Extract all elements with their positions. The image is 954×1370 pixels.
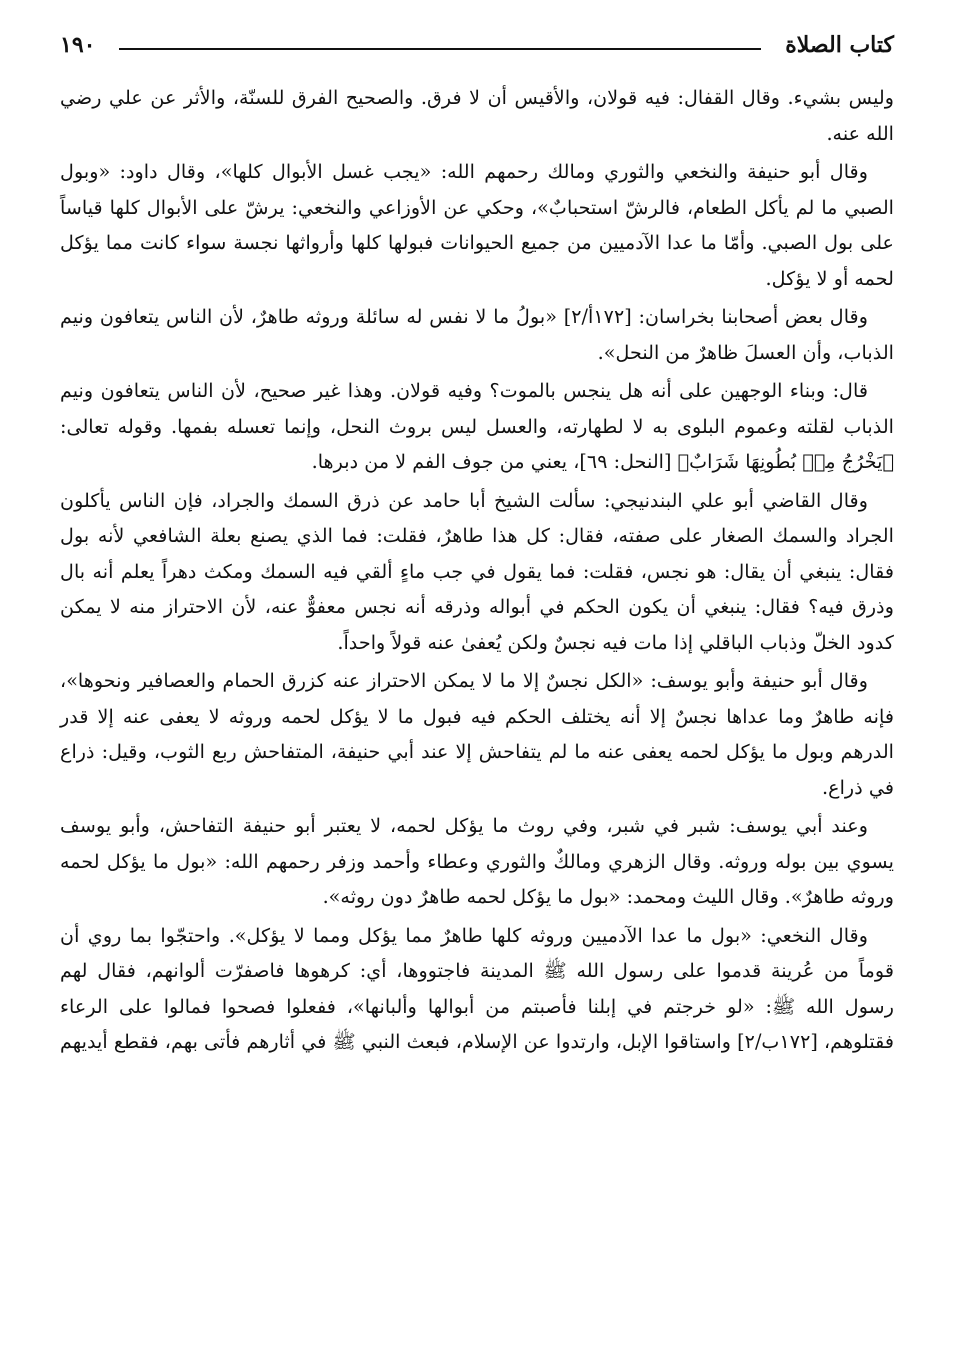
- paragraph: وعند أبي يوسف: شبر في شبر، وفي روث ما يؤكل لحمه، لا يعتبر أبو حنيفة التفاحش، وأبو يوسف يسوي بين بوله وروثه. وقال الزهري ومالكٌ والثوري وعطاء وأحمد وزفر رحمهم الله: «بول ما يؤكل لحمه وروثه طاهرٌ». وقال الليث ومحمد: «بول ما يؤكل لحمه طاهرٌ دون روثه».: [60, 814, 894, 908]
- header-rule: [119, 48, 761, 50]
- paragraph: وقال بعض أصحابنا بخراسان: [١٧٢أ/٢] «بولُ ما لا نفس له سائلة وروثه طاهرٌ، لأن الناس يتعافون ونيم الذباب، وأن العسلَ ظاهرٌ من النحل».: [60, 305, 894, 364]
- paragraph: وقال النخعي: «بول ما عدا الآدميين وروثه كلها طاهرٌ مما يؤكل ومما لا يؤكل». واحتجّوا بما روي أن قوماً من عُرينة قدموا على رسول الله ﷺ المدينة فاجتووها، أي: كرهوها فاصفرّت ألوانهم، فقال لهم رسول الله ﷺ: «لو خرجتم في إبلنا فأصبتم من أبوالها وألبانها»، ففعلوا فصحوا فمالوا على الرعاء فقتلوهم، [١٧٢ب/٢] واستاقوا الإبل، وارتدوا عن الإسلام، فبعث النبي ﷺ في أثارهم فأتى بهم، فقطع أيديهم: [60, 923, 894, 1053]
- paragraph: وقال القاضي أبو علي البندنيجي: سألت الشيخ أبا حامد عن ذرق السمك والجراد، فإن الناس يأكلون الجراد والسمك الصغار على صفته، فقال: كل هذا طاهرٌ، فقلت: فما الذي يصنع بعلة الشافعي لأنه بول فقال: ينبغي أن يقال: هو نجس، فقلت: فما يقول في جب ماءٍ ألقي فيه السمك ومكث دهراً يعلم أنه بال وذرق فيه؟ فقال: ينبغي أن يكون الحكم في أبواله وذرقه أنه نجس معفوٌّ عنه، لأن الاحتراز منه لا يمكن كدود الخلّ وذباب الباقلي إذا مات فيه نجسٌ ولكن يُعفىٰ عنه قولاً واحداً.: [60, 488, 894, 654]
- page-number: ١٩٠: [60, 32, 96, 58]
- book-title: كتاب الصلاة: [785, 32, 894, 58]
- paragraph: وقال أبو حنيفة والنخعي والثوري ومالك رحمهم الله: «يجب غسل الأبوال كلها»، وقال داود: «وبول الصبي ما لم يأكل الطعام، فالرشّ استحبابٌ»، وحكي عن الأوزاعي والنخعي: يرشّ على الأبوال كلها قياساً على بول الصبي. وأمّا ما عدا الآدميين من جميع الحيوانات فبولها كلها وأرواثها نجسة سواء كانت مما يؤكل لحمه أو لا يؤكل.: [60, 160, 894, 290]
- page-body: [60, 80, 894, 1063]
- paragraph: قال: وبناء الوجهين على أنه هل ينجس بالموت؟ وفيه قولان. وهذا غير صحيح، لأن الناس يتعافون ونيم الذباب لقلته وعموم البلوى به لا لطهارته، والعسل ليس بروث النحل، وإنما تعسله بفمها. وقوله تعالى: ﴿يَخْرُجُ مِنۢ بُطُونِهَا شَرَابٌ﴾ [النحل: ٦٩]، يعني من جوف الفم لا من دبرها.: [60, 379, 894, 473]
- paragraph: وليس بشيء. وقال القفال: فيه قولان، والأقيس أن لا فرق. والصحيح الفرق للسنّة، والأثر عن علي رضي الله عنه.: [60, 86, 894, 145]
- paragraph: وقال أبو حنيفة وأبو يوسف: «الكل نجسٌ إلا ما لا يمكن الاحتراز عنه كزرق الحمام والعصافير ونحوها»، فإنه طاهرٌ وما عداها نجسٌ إلا أنه يختلف الحكم فيه فبول ما لا يؤكل لحمه وروثه لا يعفى عنه إلا قدر الدرهم وبول ما يؤكل لحمه يعفى عنه ما لم يتفاحش إلا عند أبي حنيفة، المتفاحش ربع الثوب، وقيل: ذراع في ذراع.: [60, 669, 894, 799]
- page-header: [60, 30, 894, 60]
